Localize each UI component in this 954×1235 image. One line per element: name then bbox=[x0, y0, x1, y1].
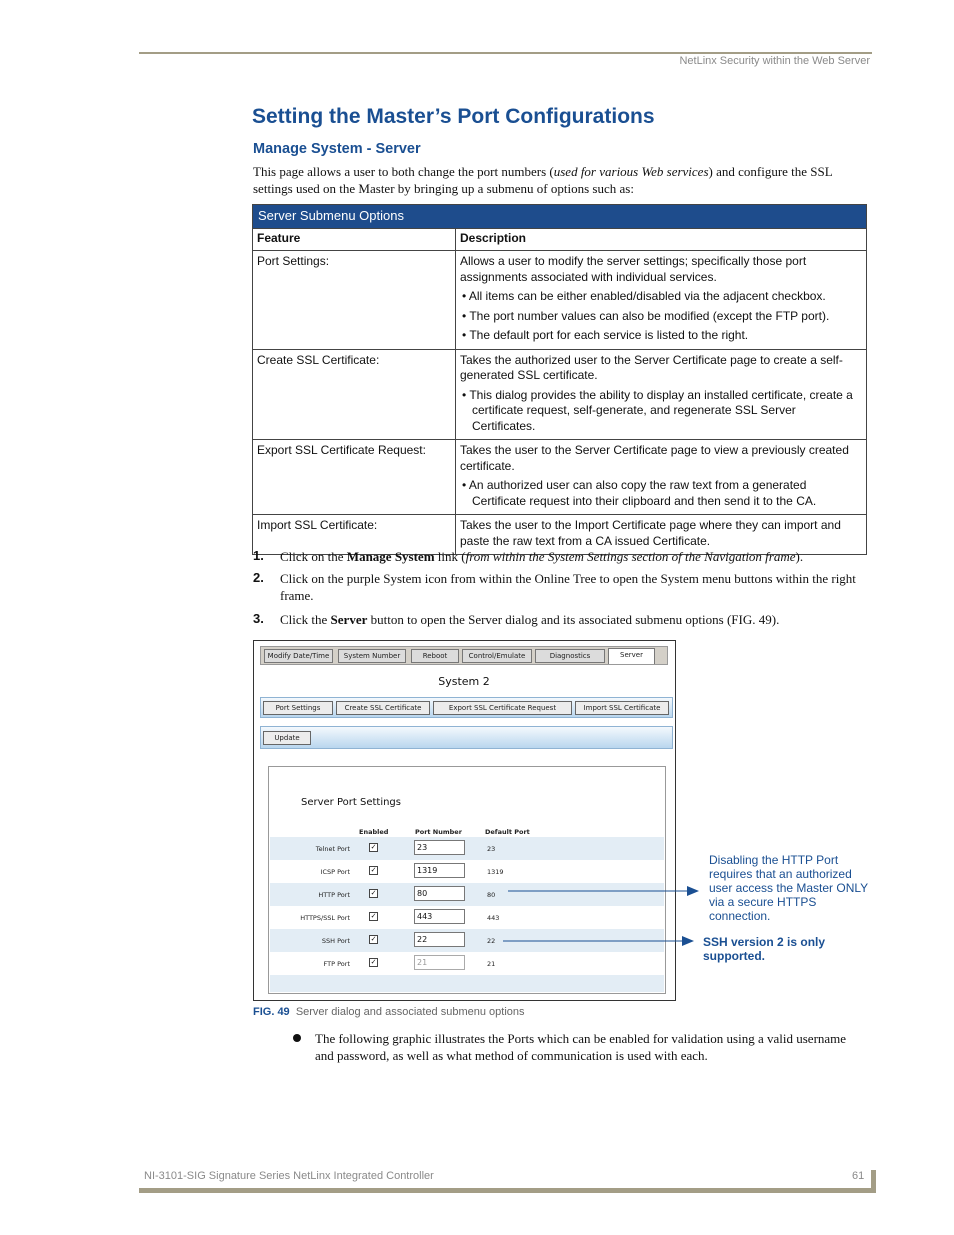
description-bullet: • The default port for each service is listed to the right. bbox=[462, 328, 749, 342]
port-number-input: 21 bbox=[414, 955, 465, 970]
export-ssl-certificate-request-button[interactable]: Export SSL Certificate Request bbox=[433, 701, 572, 715]
tab-server[interactable]: Server bbox=[608, 648, 655, 664]
feature-cell: Export SSL Certificate Request: bbox=[253, 440, 456, 515]
update-button[interactable]: Update bbox=[263, 731, 311, 745]
default-port-value: 23 bbox=[487, 845, 496, 853]
ssh-callout: SSH version 2 is only supported. bbox=[703, 935, 826, 963]
description-bullet: • All items can be either enabled/disabled via the adjacent checkbox. bbox=[462, 289, 826, 303]
feature-cell: Port Settings: bbox=[253, 251, 456, 350]
figure-caption bbox=[253, 1006, 525, 1018]
port-number-input[interactable]: 23 bbox=[414, 840, 465, 855]
table-caption: Server Submenu Options bbox=[253, 205, 867, 229]
port-enabled-checkbox[interactable]: ✓ bbox=[370, 912, 377, 920]
intro-paragraph: This page allows a user to both change the port numbers (used for various Web services) and configure the SSL settings used on the Master by bringing up a submenu of options such as: bbox=[253, 164, 833, 196]
port-label: FTP Port bbox=[323, 960, 350, 968]
port-label: Telnet Port bbox=[315, 845, 350, 853]
system-name: System 2 bbox=[438, 675, 490, 688]
page-number: 61 bbox=[852, 1170, 865, 1182]
description-bullet: • The port number values can also be modified (except the FTP port). bbox=[462, 308, 830, 323]
figure-caption-text: Server dialog and associated submenu options bbox=[295, 1006, 525, 1018]
port-number-input[interactable]: 80 bbox=[414, 886, 465, 901]
port-enabled-checkbox[interactable]: ✓ bbox=[370, 843, 377, 851]
description-text: Allows a user to modify the server settings; specifically those port assignments associated with individual services. bbox=[460, 254, 807, 284]
port-label: HTTP Port bbox=[318, 891, 350, 899]
step-text: Click the Server button to open the Server dialog and its associated submenu options (FIG. 49). bbox=[280, 612, 780, 627]
step-text: Click on the purple System icon from within the Online Tree to open the System menu buttons within the right frame. bbox=[280, 571, 856, 603]
col-header-default-port: Default Port bbox=[485, 828, 530, 836]
http-port-callout: Disabling the HTTP Port requires that an authorized user access the Master ONLY via a secure HTTPS connection. bbox=[709, 853, 868, 923]
step-number: 2. bbox=[253, 570, 264, 585]
port-number-input[interactable]: 22 bbox=[414, 932, 465, 947]
col-header-description: Description bbox=[456, 229, 867, 251]
description-text: Takes the authorized user to the Server Certificate page to create a self-generated SSL certificate. bbox=[460, 352, 843, 382]
port-number-input[interactable]: 1319 bbox=[414, 863, 465, 878]
port-enabled-checkbox[interactable]: ✓ bbox=[370, 866, 377, 874]
col-header-port-number: Port Number bbox=[415, 828, 462, 836]
description-bullet: • This dialog provides the ability to display an installed certificate, create a certificate request, self-generate, and regenerate SSL Server Certificates. bbox=[462, 387, 853, 433]
port-enabled-checkbox[interactable]: ✓ bbox=[370, 958, 377, 966]
http-callout-arrow bbox=[508, 886, 699, 896]
tab-modify-date-time[interactable]: Modify Date/Time bbox=[264, 649, 333, 663]
port-enabled-checkbox[interactable]: ✓ bbox=[370, 889, 377, 897]
tab-reboot[interactable]: Reboot bbox=[411, 649, 459, 663]
description-bullet: • An authorized user can also copy the raw text from a generated Certificate request into their clipboard and then send it to the CA. bbox=[462, 478, 817, 508]
tab-diagnostics[interactable]: Diagnostics bbox=[535, 649, 605, 663]
figure-label: FIG. 49 bbox=[253, 1006, 290, 1018]
default-port-value: 22 bbox=[487, 937, 496, 945]
footer-rule-bar bbox=[871, 1170, 876, 1193]
step-number: 1. bbox=[253, 548, 264, 563]
ssh-callout-arrow bbox=[503, 936, 694, 946]
col-header-enabled: Enabled bbox=[359, 828, 389, 836]
import-ssl-certificate-button[interactable]: Import SSL Certificate bbox=[575, 701, 669, 715]
tab-control-emulate[interactable]: Control/Emulate bbox=[462, 649, 532, 663]
port-enabled-checkbox[interactable]: ✓ bbox=[370, 935, 377, 943]
port-label: SSH Port bbox=[321, 937, 350, 945]
section-subtitle: Manage System - Server bbox=[253, 141, 421, 157]
step-text: Click on the Manage System link (from within the System Settings section of the Navigation frame). bbox=[280, 549, 804, 564]
page-title: Setting the Master’s Port Configurations bbox=[252, 105, 655, 128]
step-number: 3. bbox=[253, 611, 264, 626]
description-text: Takes the user to the Server Certificate page to view a previously created certificate. bbox=[460, 443, 849, 473]
default-port-value: 1319 bbox=[487, 868, 504, 876]
port-label: ICSP Port bbox=[320, 868, 350, 876]
default-port-value: 443 bbox=[487, 914, 500, 922]
header-section-title: NetLinx Security within the Web Server bbox=[679, 55, 870, 67]
col-header-feature: Feature bbox=[253, 229, 456, 251]
bullet-paragraph: The following graphic illustrates the Ports which can be enabled for validation using a valid username and password, as well as what method of communication is used with each. bbox=[315, 1031, 847, 1063]
feature-cell: Import SSL Certificate: bbox=[253, 515, 456, 555]
footer-rule bbox=[139, 1188, 876, 1193]
footer-document-title: NI-3101-SIG Signature Series NetLinx Integrated Controller bbox=[144, 1170, 434, 1182]
port-label: HTTPS/SSL Port bbox=[300, 914, 350, 922]
port-number-input[interactable]: 443 bbox=[414, 909, 465, 924]
description-text: Takes the user to the Import Certificate page where they can import and paste the raw text from a CA issued Certificate. bbox=[460, 518, 841, 548]
tab-system-number[interactable]: System Number bbox=[338, 649, 406, 663]
create-ssl-certificate-button[interactable]: Create SSL Certificate bbox=[336, 701, 430, 715]
feature-cell: Create SSL Certificate: bbox=[253, 349, 456, 440]
port-settings-button[interactable]: Port Settings bbox=[263, 701, 333, 715]
default-port-value: 21 bbox=[487, 960, 496, 968]
default-port-value: 80 bbox=[487, 891, 496, 899]
panel-title: Server Port Settings bbox=[301, 797, 401, 808]
